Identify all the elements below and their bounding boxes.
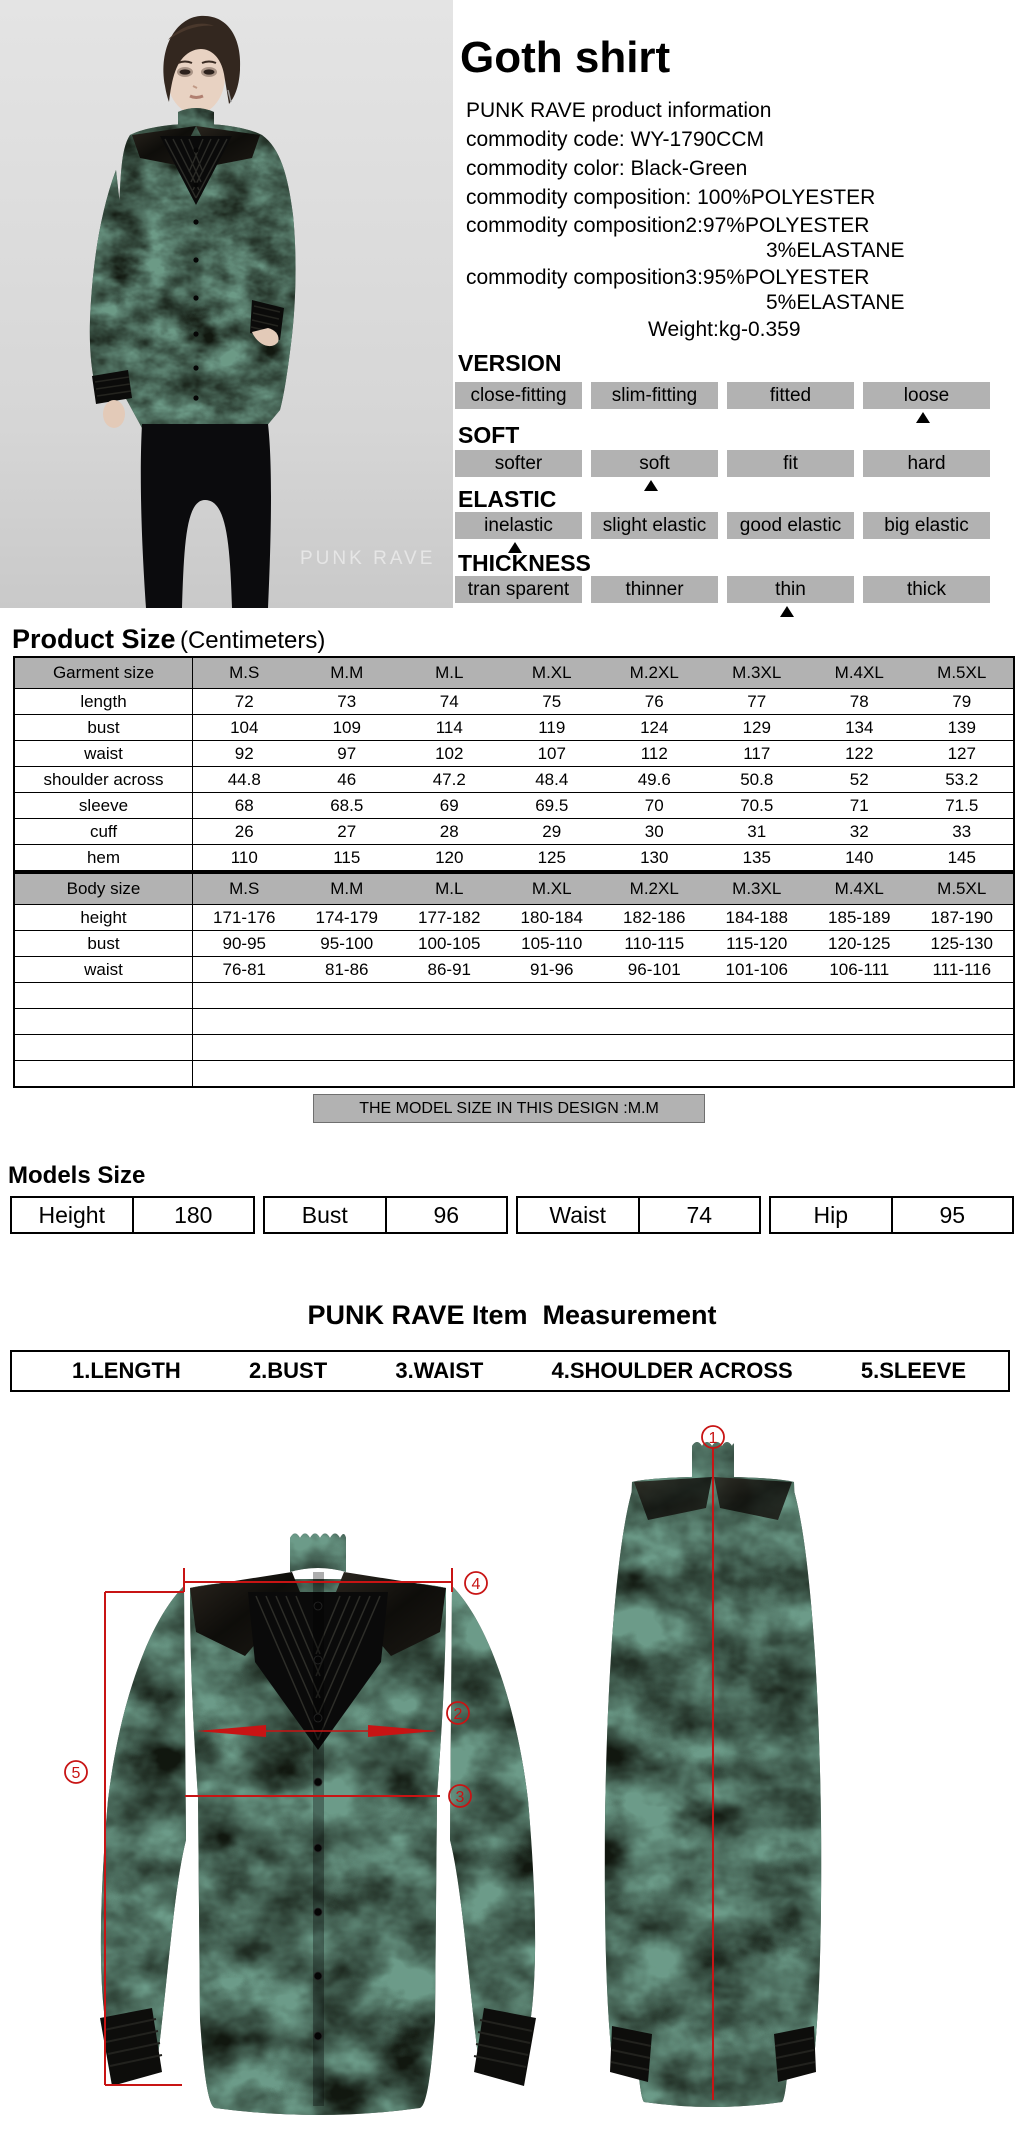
info-line-color: commodity color: Black-Green [466,157,748,180]
option-thinner: thinner [591,576,718,603]
table-header-cell: M.5XL [937,663,987,682]
table-cell: 73 [337,691,357,711]
table-cell [808,1009,911,1034]
table-cell [193,1061,296,1086]
option-inelastic: inelastic [455,512,582,539]
table-cell: 124 [640,717,669,737]
table-header-cell: M.L [435,663,464,682]
table-cell: 139 [947,717,976,737]
table-cell: 114 [435,717,463,737]
attr-row-version [455,382,990,409]
table-cell: sleeve [15,793,193,818]
legend-bust: 2.BUST [248,1358,328,1383]
table-row [15,1035,1013,1061]
table-cell [706,983,809,1008]
model-photo [0,0,453,608]
table-cell [501,1009,604,1034]
table-cell [706,1061,809,1086]
table-cell [15,1061,193,1086]
models-size-box-bust [263,1196,508,1234]
option-slight-elastic: slight elastic [591,512,718,539]
table-header-cell: M.4XL [834,879,884,898]
table-cell [193,1035,296,1060]
info-line-composition3: commodity composition3:95%POLYESTER [466,266,870,289]
table-cell: 69.5 [535,795,569,815]
table-header-cell: M.S [229,663,260,682]
table-cell: 47.2 [432,769,466,789]
attr-row-thickness [455,576,990,603]
table-row [15,819,1013,845]
table-cell: 122 [845,743,874,763]
table-row [15,957,1013,983]
table-cell: 100-105 [418,933,481,953]
table-cell: 95-100 [320,933,374,953]
table-cell: 105-110 [521,933,583,953]
table-cell: 185-189 [828,907,891,927]
table-cell [296,983,399,1008]
table-cell [193,983,296,1008]
table-cell: 71 [849,795,869,815]
table-cell: 76-81 [222,959,266,979]
table-cell: 71.5 [945,795,979,815]
table-cell: 112 [640,743,668,763]
models-size-row [10,1196,1014,1234]
page-title: Goth shirt [460,33,671,82]
table-cell: 107 [537,743,566,763]
table-cell: 44.8 [227,769,261,789]
table-cell: 187-190 [930,907,993,927]
table-header-cell: Garment size [15,658,193,688]
size-title-paren: (Centimeters) [179,627,326,654]
table-header-cell: M.S [229,879,260,898]
models-size-value: 95 [939,1201,966,1228]
marker-bust: 2 [453,1706,463,1723]
table-cell: 76 [644,691,664,711]
info-line-code: commodity code: WY-1790CCM [466,128,764,151]
table-cell [911,1061,1014,1086]
models-size-heading: Models Size [8,1162,146,1189]
info-line-elastane3: 5%ELASTANE [766,291,905,314]
table-row [15,845,1013,870]
table-cell: 53.2 [945,769,979,789]
table-row [15,741,1013,767]
table-row [15,983,1013,1009]
table-cell: 92 [234,743,254,763]
table-row [15,905,1013,931]
table-header-cell: M.2XL [629,663,679,682]
table-row [15,1009,1013,1035]
table-cell: 68 [234,795,254,815]
option-thick: thick [863,576,990,603]
table-cell [911,1009,1014,1034]
table-cell: 46 [337,769,357,789]
attr-row-soft [455,450,990,477]
table-cell: 72 [234,691,254,711]
table-cell [398,1035,501,1060]
table-cell: 101-106 [725,959,788,979]
table-cell [296,1009,399,1034]
option-hard: hard [863,450,990,477]
table-cell: 134 [845,717,874,737]
table-cell: 177-182 [418,907,481,927]
table-cell: 90-95 [222,933,266,953]
legend-waist: 3.WAIST [395,1358,484,1383]
attr-heading-elastic: ELASTIC [458,486,557,512]
table-cell: 30 [644,821,664,841]
table-row [15,689,1013,715]
table-header-cell: M.2XL [629,879,679,898]
table-cell: 140 [845,847,874,867]
table-cell: 115-120 [726,933,788,953]
models-size-box-hip [769,1196,1014,1234]
info-line-composition: commodity composition: 100%POLYESTER [466,186,876,209]
table-cell: 119 [538,717,566,737]
option-loose: loose [863,382,990,409]
attr-row-elastic [455,512,990,539]
attr-heading-soft: SOFT [458,422,520,448]
option-big-elastic: big elastic [863,512,990,539]
table-header-cell: M.3XL [732,663,782,682]
option-slim-fitting: slim-fitting [591,382,718,409]
table-header-cell: M.XL [531,879,572,898]
table-cell: 52 [849,769,869,789]
table-cell [808,1061,911,1086]
attr-heading-thickness: THICKNESS [458,550,591,576]
option-close-fitting: close-fitting [455,382,582,409]
table-cell: 75 [542,691,562,711]
table-cell [501,983,604,1008]
table-cell: 127 [947,743,976,763]
info-line-elastane2: 3%ELASTANE [766,239,905,262]
table-cell [603,1061,706,1086]
table-cell: shoulder across [15,767,193,792]
table-cell [15,983,193,1008]
table-cell: 79 [952,691,972,711]
table-cell: 69 [439,795,459,815]
info-line-composition2: commodity composition2:97%POLYESTER [466,214,870,237]
table-cell: 117 [743,743,771,763]
table-cell [296,1061,399,1086]
option-thin: thin [727,576,854,603]
models-size-value: 180 [174,1201,213,1228]
table-row [15,1061,1013,1086]
table-cell: 28 [439,821,459,841]
table-cell: 125 [537,847,566,867]
table-cell [15,1009,193,1034]
table-cell: 78 [849,691,869,711]
info-line-weight: Weight:kg-0.359 [648,318,801,341]
measurement-legend [10,1350,1010,1392]
table-header-row [15,658,1013,689]
info-line-brand: PUNK RAVE product information [466,99,772,122]
table-header-cell: M.M [330,663,364,682]
legend-shoulder: 4.SHOULDER ACROSS [551,1358,793,1383]
models-size-value: 96 [433,1201,460,1228]
table-cell: 32 [849,821,869,841]
table-cell [296,1035,399,1060]
table-cell: 110-115 [624,933,685,953]
table-cell: 110 [230,847,258,867]
table-cell: 182-186 [623,907,686,927]
selected-marker-icon [780,606,794,617]
models-size-label: Hip [771,1198,893,1232]
selected-marker-icon [916,412,930,423]
table-cell: 86-91 [427,959,471,979]
table-row [15,767,1013,793]
table-cell [808,983,911,1008]
measurement-heading: PUNK RAVE Item Measurement [307,1300,717,1330]
photo-watermark: PUNK RAVE [300,548,436,569]
option-fitted: fitted [727,382,854,409]
table-cell: 102 [435,743,464,763]
front-shirt [100,1534,536,2116]
garment-size-table [13,656,1015,872]
table-cell: 174-179 [315,907,378,927]
table-cell: 49.6 [637,769,671,789]
marker-sleeve-length: 5 [71,1765,81,1782]
table-cell [603,983,706,1008]
model-size-banner: THE MODEL SIZE IN THIS DESIGN :M.M [313,1094,705,1123]
table-cell [501,1061,604,1086]
models-size-value: 74 [686,1201,713,1228]
option-transparent: tran sparent [455,576,582,603]
marker-back-length: 1 [708,1430,718,1447]
table-cell: 74 [439,691,459,711]
table-cell: 96-101 [627,959,681,979]
table-header-cell: M.5XL [937,879,987,898]
option-good-elastic: good elastic [727,512,854,539]
models-size-box-height [10,1196,255,1234]
measurement-diagram [0,1420,1024,2154]
table-cell: 171-176 [213,907,276,927]
table-cell: 115 [333,847,361,867]
table-cell [911,1035,1014,1060]
table-cell: 145 [947,847,976,867]
table-cell: 129 [742,717,771,737]
table-cell [398,1009,501,1034]
table-cell: hem [15,845,193,870]
table-cell: 81-86 [325,959,369,979]
table-header-row [15,874,1013,905]
selected-marker-icon [644,480,658,491]
table-cell: 180-184 [520,907,583,927]
table-cell: length [15,689,193,714]
table-cell [808,1035,911,1060]
option-soft: soft [591,450,718,477]
table-cell: 31 [747,821,767,841]
legend-sleeve: 5.SLEEVE [860,1358,966,1383]
table-cell: 184-188 [725,907,788,927]
table-cell: 91-96 [530,959,574,979]
table-cell: 97 [337,743,357,763]
models-size-label: Waist [518,1198,640,1232]
table-cell [706,1009,809,1034]
table-header-cell: M.XL [531,663,572,682]
marker-shoulder: 4 [471,1576,481,1593]
table-cell: 29 [542,821,562,841]
table-cell [603,1035,706,1060]
table-cell [15,1035,193,1060]
table-cell [706,1035,809,1060]
table-row [15,793,1013,819]
size-section-title [12,626,325,653]
table-cell [398,983,501,1008]
table-cell: 125-130 [930,933,993,953]
table-cell: bust [15,931,193,956]
table-header-cell: M.M [330,879,364,898]
table-row [15,715,1013,741]
models-size-label: Height [12,1198,134,1232]
table-cell: 27 [337,821,357,841]
table-cell: 70 [644,795,664,815]
table-cell: 70.5 [740,795,774,815]
table-cell: 135 [742,847,771,867]
legend-length: 1.LENGTH [72,1358,181,1383]
table-cell: 33 [952,821,972,841]
table-cell: height [15,905,193,930]
table-cell: waist [15,957,193,982]
body-size-table [13,872,1015,1088]
table-cell: 106-111 [829,959,890,979]
table-header-cell: M.L [435,879,464,898]
table-header-cell: M.3XL [732,879,782,898]
table-cell [911,983,1014,1008]
table-cell: 77 [747,691,767,711]
table-cell: 109 [332,717,361,737]
table-row [15,931,1013,957]
table-cell: 111-116 [932,959,992,979]
table-cell: 48.4 [535,769,569,789]
attr-heading-version: VERSION [458,350,562,376]
table-cell: 120 [435,847,464,867]
table-cell: waist [15,741,193,766]
table-cell: cuff [15,819,193,844]
table-cell [398,1061,501,1086]
models-size-box-waist [516,1196,761,1234]
table-header-cell: M.4XL [834,663,884,682]
models-size-label: Bust [265,1198,387,1232]
table-cell: 130 [640,847,669,867]
table-header-cell: Body size [15,874,193,904]
table-cell: 104 [230,717,259,737]
table-cell [603,1009,706,1034]
option-fit: fit [727,450,854,477]
table-cell: 120-125 [828,933,891,953]
table-cell: 68.5 [330,795,364,815]
table-cell: bust [15,715,193,740]
size-title-bold: Product Size [12,624,176,654]
marker-waist: 3 [455,1789,465,1806]
table-cell [193,1009,296,1034]
option-softer: softer [455,450,582,477]
table-cell [501,1035,604,1060]
table-cell: 26 [234,821,254,841]
table-cell: 50.8 [740,769,774,789]
